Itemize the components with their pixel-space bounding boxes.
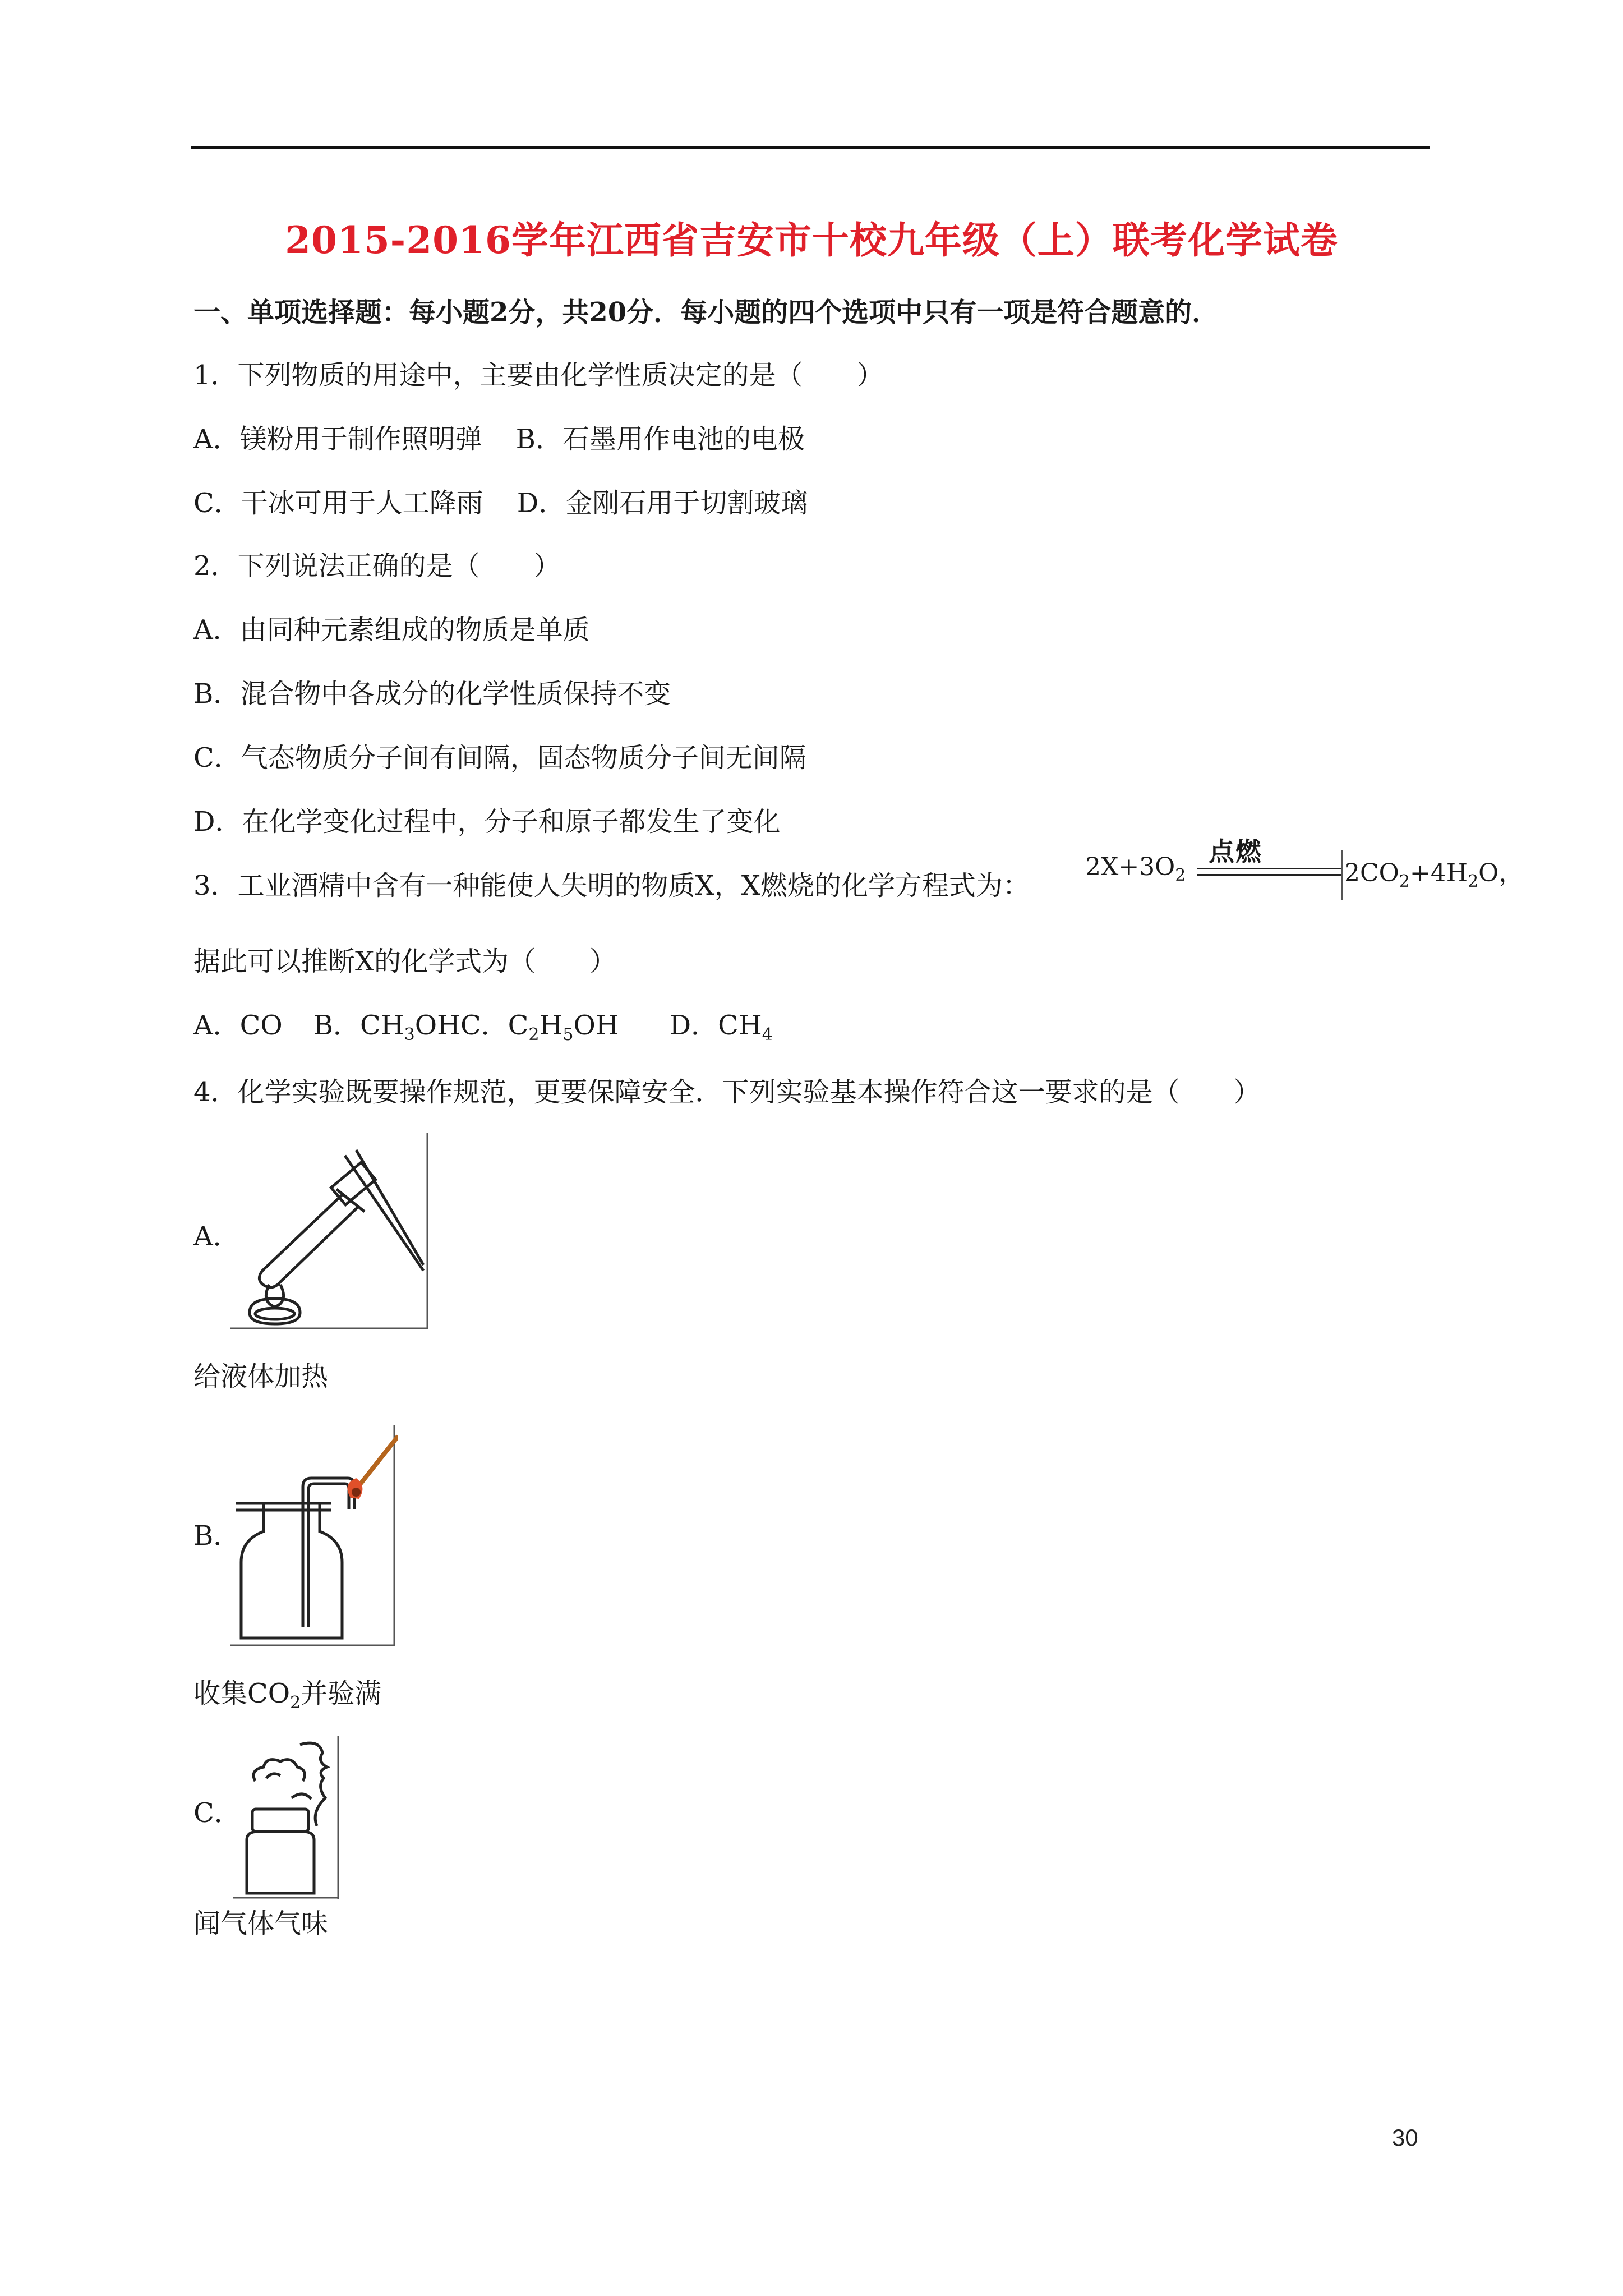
page-number: 30 [1392, 2124, 1418, 2151]
eq-right: $2CO_2+4H_2O$， [1344, 859, 1524, 891]
q1-option-a: A．镁粉用于制作照明弹 [193, 424, 482, 455]
section-heading: 一、单项选择题：每小题2分，共20分．每小题的四个选项中只有一项是符合题意的． [193, 297, 1219, 328]
heating-liquid-illustration [230, 1133, 432, 1329]
q4-stem: 4．化学实验既要操作规范，更要保障安全．下列实验基本操作符合这一要求的是（ ） [193, 1076, 1261, 1108]
q3-option-b: B．$CH_3OH$ [313, 1010, 460, 1045]
q1-option-c: C．干冰可用于人工降雨 [193, 487, 483, 519]
q2-option-c: C．气态物质分子间有间隔，固态物质分子间无间隔 [193, 742, 806, 774]
q1-options-row2 [193, 487, 808, 519]
q1-option-d: D．金刚石用于切割玻璃 [517, 487, 808, 519]
q2-option-b: B．混合物中各成分的化学性质保持不变 [193, 678, 671, 710]
eq-left: $2X+3O_2$ [1085, 853, 1186, 885]
q2-stem: 2．下列说法正确的是（ ） [193, 550, 561, 582]
q1-option-b: B．石墨用作电池的电极 [515, 424, 805, 455]
q4-option-c-label: C． [193, 1797, 241, 1829]
q3-stem: 3．工业酒精中含有一种能使人失明的物质X，X燃烧的化学方程式为： [193, 870, 1030, 901]
header-rule [191, 146, 1430, 149]
eq-double-line-bottom [1197, 874, 1343, 876]
q3-options [193, 1010, 773, 1045]
q3-option-c: C．$C_2H_5OH$ [460, 1010, 619, 1045]
q3-equation [1085, 836, 1524, 891]
page-title: 2015-2016学年江西省吉安市十校九年级（上）联考化学试卷 [285, 218, 1338, 262]
smelling-gas-illustration [233, 1736, 345, 1904]
q4-option-a-label: A． [193, 1221, 240, 1252]
q2-option-a: A．由同种元素组成的物质是单质 [193, 614, 590, 646]
q1-stem: 1．下列物质的用途中，主要由化学性质决定的是（ ） [193, 360, 884, 391]
q4-option-b-label: B． [193, 1520, 241, 1552]
eq-divider [1341, 850, 1343, 900]
eq-condition: 点燃 [1209, 836, 1262, 867]
q3-stem2: 据此可以推断X的化学式为（ ） [193, 946, 617, 977]
co2-collection-illustration [230, 1425, 398, 1649]
q1-options-row1 [193, 426, 805, 453]
q4-option-b-caption: 收集$CO_2$并验满 [193, 1678, 382, 1713]
q3-option-d: D．$CH_4$ [669, 1010, 773, 1045]
q4-option-c-caption: 闻气体气味 [193, 1908, 329, 1939]
q3-option-a: A．CO [193, 1010, 283, 1041]
q4-option-a-caption: 给液体加热 [193, 1361, 329, 1392]
q2-option-d: D．在化学变化过程中，分子和原子都发生了变化 [193, 806, 781, 838]
eq-double-line-top [1197, 868, 1343, 869]
